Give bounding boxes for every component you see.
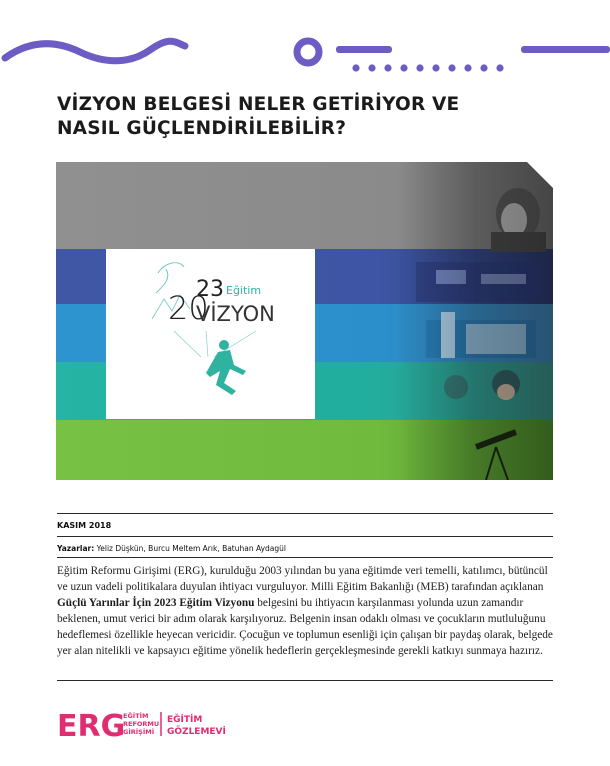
runner-icon	[206, 340, 246, 395]
logo-egitim: Eğitim	[226, 284, 262, 297]
erg-line-2: REFORMU	[123, 720, 160, 728]
cover-image	[56, 162, 553, 480]
authors-label: Yazarlar:	[57, 544, 95, 553]
vision-2023-logo	[106, 249, 315, 419]
erg-line-3: GİRİŞİMİ	[123, 728, 155, 736]
divider-lower	[57, 557, 553, 558]
vision-logo-box	[106, 249, 315, 419]
gozlemevi-line-1: EĞİTİM	[167, 715, 203, 725]
wave-decoration	[0, 34, 190, 70]
logo-number-20: 20	[168, 289, 209, 327]
bar-decoration-right	[521, 46, 610, 53]
intro-bold-title: Güçlü Yarınlar İçin 2023 Eğitim Vizyonu	[57, 597, 255, 609]
photo-collage	[396, 162, 553, 480]
logo-number-23: 23	[196, 277, 224, 302]
logo-vizyon: VİZYON	[196, 302, 275, 326]
intro-part-2: belgesini bu ihtiyacın karşılanması yolunda uzun zamandır beklenen, umut verici bir adım olarak karşılıyoruz. Belgenin insan odaklı olması ve çocukların mutluluğunu hedeflemesi özellikle heyecan vericidir. Çocuğun ve toplumun esenliği için çalışan bir paydaş olarak, belgede yer alan nitelikli ve kapsayıcı eğitime yönelik hedeflerin gerçekleşmesinde gerekli katkıyı sunmaya hazırız.	[57, 597, 553, 657]
divider-middle	[57, 536, 553, 537]
divider-top	[57, 513, 553, 514]
bar-decoration	[336, 46, 392, 53]
page-title	[57, 93, 537, 141]
circle-decoration	[290, 34, 326, 70]
authors-line	[57, 544, 286, 553]
intro-paragraph	[57, 563, 557, 659]
intro-part-1: Eğitim Reformu Girişimi (ERG), kurulduğu 2003 yılından bu yana eğitimde veri temelli, katılımcı, bütüncül ve uzun vadeli politikalara duyulan ihtiyacı vurguluyor. Milli Eğitim Bakanlığı (MEB) tarafından açıklanan	[57, 565, 548, 593]
authors-names: Yeliz Düşkün, Burcu Meltem Arık, Batuhan Aydagül	[96, 544, 287, 553]
publication-date: KASIM 2018	[57, 521, 112, 530]
gozlemevi-line-2: GÖZLEMEVİ	[167, 727, 226, 737]
dots-decoration	[350, 62, 520, 74]
cover-corner-cut	[527, 162, 553, 188]
erg-line-1: EĞİTİM	[123, 712, 149, 720]
divider-bottom	[57, 680, 553, 681]
title-line-2: NASIL GÜÇLENDİRİLEBİLİR?	[57, 118, 347, 139]
erg-letters: ERG	[57, 709, 126, 742]
title-line-1: VİZYON BELGESİ NELER GETİRİYOR VE	[57, 94, 460, 115]
erg-logo	[57, 706, 227, 742]
